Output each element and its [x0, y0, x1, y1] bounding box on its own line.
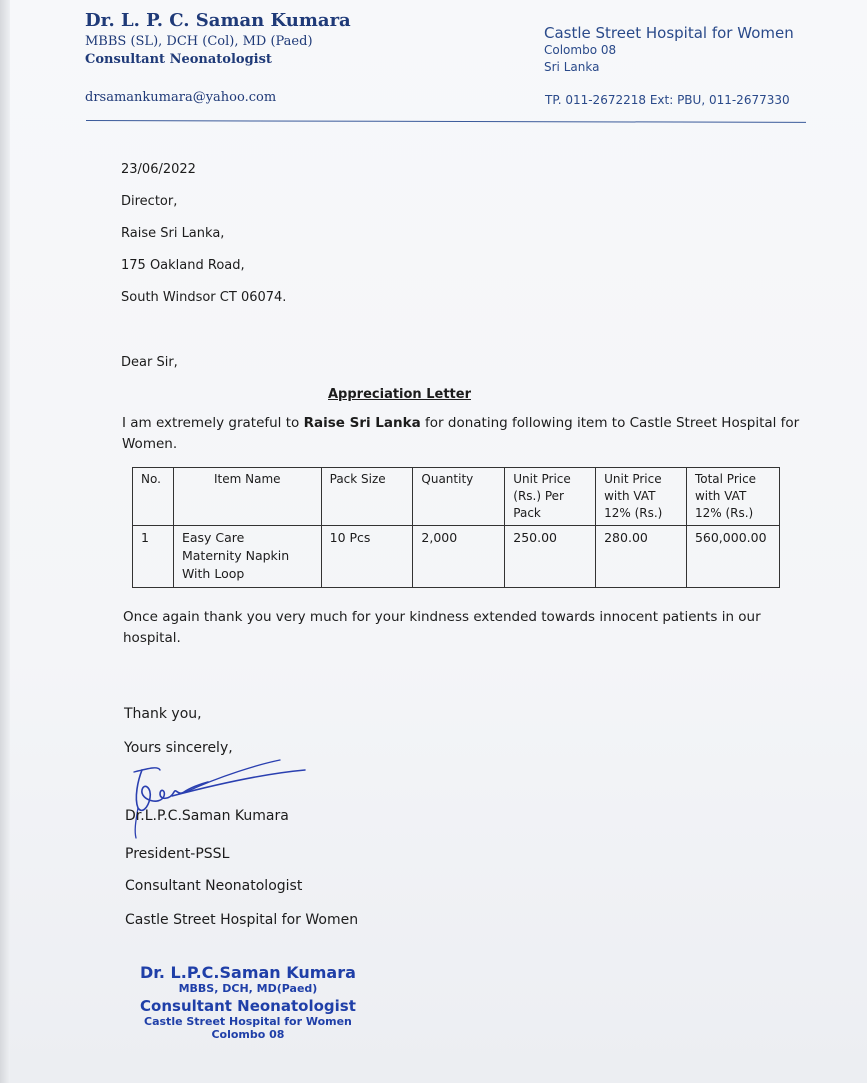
cell-pack-size: 10 Pcs: [321, 526, 413, 588]
letter-date: 23/06/2022: [121, 162, 196, 177]
letterhead-email: drsamankumara@yahoo.com: [85, 90, 277, 105]
letterhead-phone: TP. 011-2672218 Ext: PBU, 011-2677330: [545, 93, 790, 107]
page-edge: [0, 0, 10, 1083]
cell-item-name: [173, 526, 321, 588]
letter-paper: [10, 0, 867, 1083]
salutation: Dear Sir,: [121, 355, 178, 370]
stamp-title: Consultant Neonatologist: [140, 997, 356, 1015]
closing-role-2: Consultant Neonatologist: [125, 878, 303, 894]
stamp-hospital: Castle Street Hospital for Women: [144, 1015, 352, 1028]
header-quantity: Quantity: [413, 468, 505, 526]
recipient-line-1: Director,: [121, 194, 178, 209]
intro-text-after: for donating following item to Castle Street Hospital for: [420, 415, 800, 431]
thanks-line-1: Once again thank you very much for your kindness extended towards innocent patients in our: [123, 609, 761, 625]
cell-total-price: 560,000.00: [686, 526, 779, 588]
letterhead-doctor-name: Dr. L. P. C. Saman Kumara: [85, 10, 351, 31]
intro-text-line2: Women.: [122, 436, 178, 452]
cell-quantity: 2,000: [413, 526, 505, 588]
header-total-l2: with VAT: [694, 489, 747, 503]
official-stamp: [140, 963, 356, 1041]
intro-donor-name: Raise Sri Lanka: [303, 415, 421, 431]
header-vat-l1: Unit Price: [604, 472, 662, 486]
header-unit-price-l3: Pack: [513, 506, 541, 520]
thanks-paragraph: [123, 607, 761, 649]
header-total-l3: 12% (Rs.): [694, 506, 754, 520]
cell-item-l1: Easy Care: [181, 530, 245, 545]
stamp-city: Colombo 08: [211, 1028, 285, 1041]
recipient-line-3: 175 Oakland Road,: [121, 258, 245, 273]
recipient-line-2: Raise Sri Lanka,: [121, 226, 225, 241]
header-pack-size: Pack Size: [321, 468, 413, 526]
cell-unit-price: 250.00: [505, 526, 596, 588]
recipient-line-4: South Windsor CT 06074.: [121, 290, 287, 305]
closing-signatory-name: Dr.L.P.C.Saman Kumara: [125, 808, 289, 824]
letterhead-city: Colombo 08: [544, 43, 617, 57]
intro-paragraph: [122, 413, 799, 455]
table-header-row: [133, 468, 780, 526]
header-total-price: [686, 468, 779, 526]
letterhead-title: Consultant Neonatologist: [85, 52, 272, 67]
header-unit-price-vat: [596, 468, 687, 526]
closing-role-3: Castle Street Hospital for Women: [125, 912, 359, 928]
stamp-qualifications: MBBS, DCH, MD(Paed): [178, 982, 318, 995]
signature-mark: [130, 750, 320, 840]
thanks-line-2: hospital.: [123, 630, 181, 646]
header-unit-price-l1: Unit Price: [513, 472, 571, 486]
table-row: [133, 526, 780, 588]
cell-unit-price-vat: 280.00: [596, 526, 687, 588]
header-total-l1: Total Price: [694, 472, 757, 486]
header-item-name: Item Name: [173, 468, 321, 526]
header-vat-l3: 12% (Rs.): [604, 506, 663, 520]
letterhead-divider: [86, 120, 806, 123]
donation-table: [132, 467, 780, 588]
header-unit-price: [505, 468, 596, 526]
intro-text-before: I am extremely grateful to: [122, 415, 304, 431]
closing-thank-you: Thank you,: [124, 706, 202, 722]
letterhead-hospital: Castle Street Hospital for Women: [544, 24, 794, 42]
cell-item-l3: With Loop: [181, 566, 245, 581]
header-no: No.: [133, 468, 174, 526]
letter-subject: Appreciation Letter: [328, 387, 471, 402]
cell-item-l2: Maternity Napkin: [181, 548, 290, 563]
header-vat-l2: with VAT: [604, 489, 656, 503]
letterhead-qualifications: MBBS (SL), DCH (Col), MD (Paed): [85, 34, 313, 49]
closing-yours-sincerely: Yours sincerely,: [124, 740, 233, 756]
stamp-name: Dr. L.P.C.Saman Kumara: [140, 963, 356, 982]
cell-no: 1: [133, 526, 174, 588]
header-unit-price-l2: (Rs.) Per: [513, 489, 564, 503]
letterhead-country: Sri Lanka: [544, 60, 600, 74]
closing-role-1: President-PSSL: [125, 846, 230, 862]
